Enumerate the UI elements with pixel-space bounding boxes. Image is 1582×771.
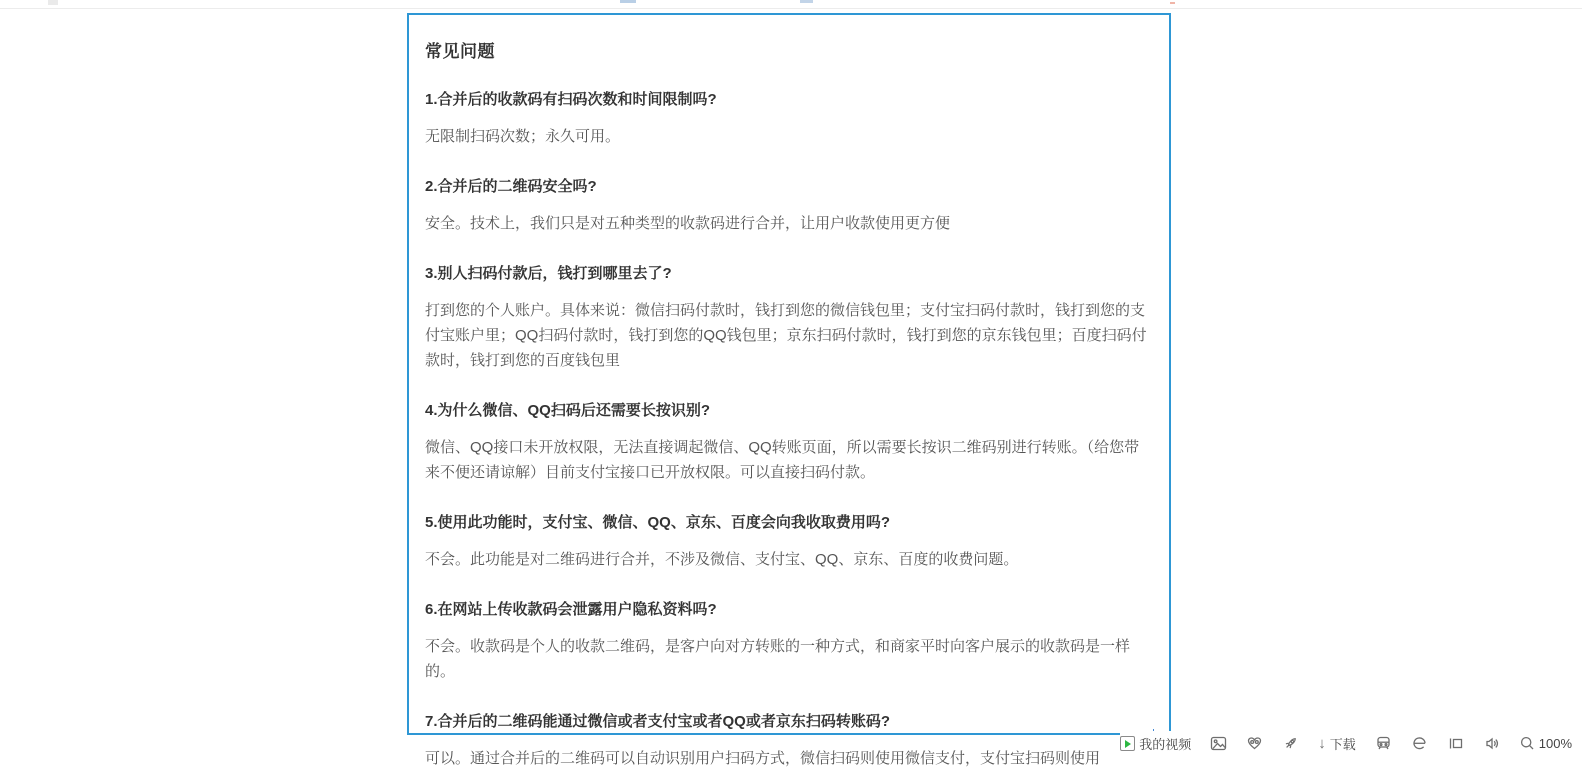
ticket-grabber-button[interactable] bbox=[1375, 735, 1392, 752]
my-videos-label: 我的视频 bbox=[1139, 737, 1192, 752]
ie-compat-icon bbox=[1411, 735, 1428, 752]
top-divider-line bbox=[0, 8, 1582, 9]
zoom-magnifier-icon bbox=[1519, 735, 1536, 752]
faq-item bbox=[425, 710, 1151, 771]
mute-page-button[interactable] bbox=[1483, 735, 1500, 752]
faq-question: 6.在网站上传收款码会泄露用户隐私资料吗? bbox=[425, 601, 717, 618]
faq-answer: 无限制扫码次数；永久可用。 bbox=[425, 128, 621, 145]
page-zoom-button[interactable] bbox=[1519, 735, 1572, 752]
train-icon bbox=[1375, 735, 1392, 752]
browser-status-bar bbox=[1120, 731, 1582, 758]
faq-answer: 不会。收款码是个人的收款二维码，是客户向对方转账的一种方式，和商家平时向客户展示的收款码是一样的。 bbox=[425, 638, 1131, 680]
cutoff-fragment bbox=[48, 0, 58, 5]
split-screen-button[interactable] bbox=[1447, 735, 1464, 752]
faq-question: 2.合并后的二维码安全吗? bbox=[425, 178, 597, 195]
cutoff-link-fragment bbox=[800, 0, 813, 3]
cutoff-link-fragment bbox=[620, 0, 636, 3]
speaker-icon bbox=[1483, 735, 1500, 752]
faq-question: 4.为什么微信、QQ扫码后还需要长按识别? bbox=[425, 402, 711, 419]
download-arrow-icon: ↓ bbox=[1318, 735, 1326, 752]
rocket-icon bbox=[1282, 735, 1299, 752]
split-screen-icon bbox=[1447, 735, 1464, 752]
faq-item bbox=[425, 175, 1151, 236]
download-label: 下载 bbox=[1329, 737, 1356, 752]
download-button[interactable] bbox=[1318, 734, 1356, 753]
faq-item bbox=[425, 262, 1151, 373]
favorites-button[interactable] bbox=[1246, 735, 1263, 752]
faq-answer: 不会。此功能是对二维码进行合并，不涉及微信、支付宝、QQ、京东、百度的收费问题。 bbox=[425, 551, 1019, 568]
faq-answer: 打到您的个人账户。具体来说：微信扫码付款时，钱打到您的微信钱包里；支付宝扫码付款时，钱打到您的支付宝账户里；QQ扫码付款时，钱打到您的QQ钱包里；京东扫码付款时，钱打到您的京东钱包里；百度扫码付款时，钱打到您的百度钱包里 bbox=[425, 302, 1147, 369]
faq-answer: 微信、QQ接口未开放权限，无法直接调起微信、QQ转账页面，所以需要长按识二维码别进行转账。（给您带来不便还请谅解）目前支付宝接口已开放权限。可以直接扫码付款。 bbox=[425, 439, 1140, 481]
faq-answer: 安全。技术上，我们只是对五种类型的收款码进行合并，让用户收款使用更方便 bbox=[425, 215, 951, 232]
faq-title: 常见问题 bbox=[425, 42, 495, 61]
heart-icon bbox=[1246, 735, 1263, 752]
zoom-level-value: 100% bbox=[1538, 736, 1572, 751]
faq-question: 5.使用此功能时，支付宝、微信、QQ、京东、百度会向我收取费用吗? bbox=[425, 514, 891, 531]
faq-question: 1.合并后的收款码有扫码次数和时间限制吗? bbox=[425, 91, 717, 108]
ie-compatibility-button[interactable] bbox=[1411, 735, 1428, 752]
faq-item bbox=[425, 511, 1151, 572]
cutoff-fragment bbox=[1170, 2, 1175, 4]
image-icon bbox=[1210, 735, 1227, 752]
faq-item bbox=[425, 598, 1151, 684]
faq-answer: 可以。通过合并后的二维码可以自动识别用户扫码方式，微信扫码则使用微信支付，支付宝扫码则使用 bbox=[425, 750, 1101, 767]
play-video-icon bbox=[1120, 736, 1135, 751]
faq-question: 7.合并后的二维码能通过微信或者支付宝或者QQ或者京东扫码转账码? bbox=[425, 713, 891, 730]
my-videos-button[interactable] bbox=[1120, 734, 1191, 753]
speed-boost-button[interactable] bbox=[1282, 735, 1299, 752]
faq-item bbox=[425, 88, 1151, 149]
images-button[interactable] bbox=[1210, 735, 1227, 752]
faq-question: 3.别人扫码付款后，钱打到哪里去了? bbox=[425, 265, 672, 282]
faq-item bbox=[425, 399, 1151, 485]
